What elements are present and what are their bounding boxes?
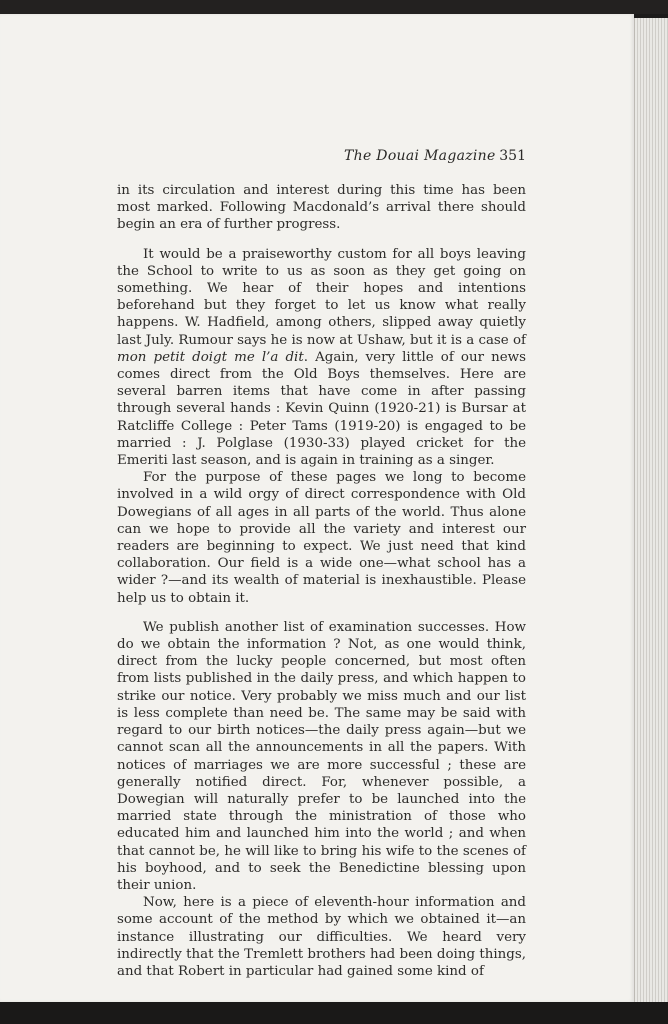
- text-segment: It would be a praiseworthy custom for all boys leaving the School to write to us as soon as they get going on something. We hear of their hopes and intentions beforehand but they forget to let us know what really happens. W. Hadfield, among others, slipped away quietly last July. Rumour says he is now at Ushaw, but it is a case of: [117, 246, 526, 348]
- running-title: The Douai Magazine: [344, 148, 496, 164]
- page-fore-edge: [634, 18, 668, 1002]
- paragraph: [117, 182, 526, 234]
- scanner-bottom-edge: [0, 1002, 668, 1024]
- paragraph: [117, 619, 526, 894]
- text-segment: in its circulation and interest during this time has been most marked. Following Macdonald’s arrival there should begin an era of further progress.: [117, 183, 526, 233]
- text-segment: Now, here is a piece of eleventh-hour information and some account of the method by which we obtained it—an instance illustrating our difficulties. We heard very indirectly that the Tremlett brothers had been doing things, and that Robert in particular had gained some kind of: [117, 895, 526, 979]
- italic-phrase: mon petit doigt me l’a dit: [117, 349, 304, 365]
- page-number: 351: [499, 148, 526, 164]
- paragraph: [117, 246, 526, 470]
- book-page: [0, 14, 634, 1002]
- scanner-top-edge: [0, 0, 668, 14]
- body-text: [117, 182, 526, 980]
- running-header: [340, 148, 526, 170]
- text-segment: We publish another list of examination successes. How do we obtain the information ? Not, as one would think, direct from the lucky people concerned, but most often from lists published in the daily press, and which happen to strike our notice. Very probably we miss much and our list is less complete than need be. The same may be said with regard to our birth notices—the daily press again—but we cannot scan all the announcements in all the papers. With notices of marriages we are more successful ; these are generally notified direct. For, whenever possible, a Dowegian will naturally prefer to be launched into the married state through the ministration of those who educated him and launched him into the world ; and when that cannot be, he will like to bring his wife to the scenes of his boyhood, and to seek the Benedictine blessing upon their union.: [117, 619, 526, 893]
- paragraph: [117, 894, 526, 980]
- paragraph: [117, 469, 526, 607]
- text-segment: . Again, very little of our news comes direct from the Old Boys themselves. Here are several barren items that have come in after passing through several hands : Kevin Quinn (1920-21) is Bursar at Ratcliffe College : Peter Tams (1919-20) is engaged to be married : J. Polglase (1930-33) played cricket for the Emeriti last season, and is again in training as a singer.: [117, 349, 526, 469]
- text-segment: For the purpose of these pages we long to become involved in a wild orgy of direct correspondence with Old Dowegians of all ages in all parts of the world. Thus alone can we hope to provide all the variety and interest our readers are beginning to expect. We just need that kind collaboration. Our field is a wide one—what school has a wider ?—and its wealth of material is inexhaustible. Please help us to obtain it.: [117, 470, 526, 606]
